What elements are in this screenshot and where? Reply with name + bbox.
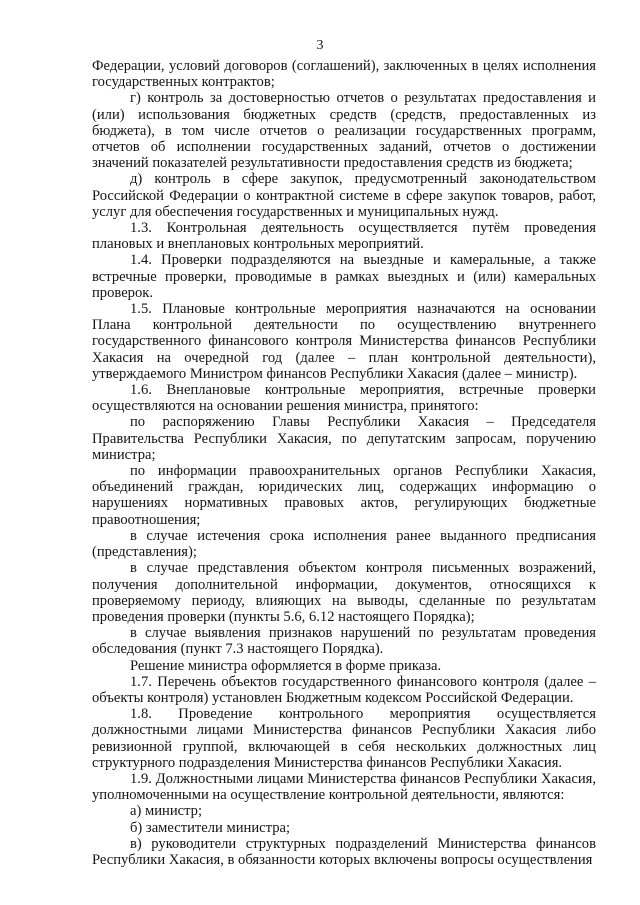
paragraph: в случае представления объектом контроля письменных возражений, получения дополнительной информации, документов, относящихся к проверяемому периоду, влияющих на выводы, сделанные по результатам проведения проверки (пункты 5.6, 6.12 настоящего Порядка); xyxy=(92,560,596,625)
paragraph: г) контроль за достоверностью отчетов о результатах предоставления и (или) использования бюджетных средств (средств, предоставленных из бюджета), в том числе отчетов о реализации государственных программ, отчетов об исполнении государственных заданий, отчетов о достижении значений показателей результативности предоставления средств из бюджета; xyxy=(92,90,596,172)
paragraph: по распоряжению Главы Республики Хакасия – Председателя Правительства Республики Хакасия, по депутатским запросам, поручению министра; xyxy=(92,414,596,463)
paragraph: 1.5. Плановые контрольные мероприятия назначаются на основании Плана контрольной деятельности по осуществлению внутреннего государственного финансового контроля Министерства финансов Республики Хакасия на очередной год (далее – план контрольной деятельности), утверждаемого Министром финансов Республики Хакасия (далее – министр). xyxy=(92,301,596,382)
paragraph: в) руководители структурных подразделений Министерства финансов Республики Хакасия, в обязанности которых включены вопросы осуществления xyxy=(92,835,596,868)
paragraph: 1.4. Проверки подразделяются на выездные и камеральные, а также встречные проверки, проводимые в рамках выездных и (или) камеральных проверок. xyxy=(92,252,596,301)
paragraph: 1.9. Должностными лицами Министерства финансов Республики Хакасия, уполномоченными на осуществление контрольной деятельности, являются: xyxy=(92,770,596,804)
paragraph: а) министр; xyxy=(130,803,203,820)
paragraph: в случае истечения срока исполнения ранее выданного предписания (представления); xyxy=(92,527,596,561)
page-number: 3 xyxy=(316,38,324,53)
paragraph: в случае выявления признаков нарушений по результатам проведения обследования (пункт 7.3 настоящего Порядка). xyxy=(92,625,596,658)
paragraph: д) контроль в сфере закупок, предусмотренный законодательством Российской Федерации о контрактной системе в сфере закупок товаров, работ, услуг для обеспечения государственных и муниципальных нужд. xyxy=(92,171,596,220)
paragraph: 1.8. Проведение контрольного мероприятия осуществляется должностными лицами Министерства финансов Республики Хакасия либо ревизионной группой, включающей в себя нескольких должностных лиц структурного подразделения Министерства финансов Республики Хакасия. xyxy=(92,706,596,771)
paragraph: 1.6. Внеплановые контрольные мероприятия, встречные проверки осуществляются на основании решения министра, принятого: xyxy=(92,382,596,415)
paragraph: по информации правоохранительных органов Республики Хакасия, объединений граждан, юридических лиц, содержащих информацию о нарушениях нормативных правовых актов, регулирующих бюджетные правоотношения; xyxy=(92,463,596,528)
paragraph: 1.7. Перечень объектов государственного финансового контроля (далее – объекты контроля) установлен Бюджетным кодексом Российской Федерации. xyxy=(92,673,596,706)
paragraph: 1.3. Контрольная деятельность осуществляется путём проведения плановых и внеплановых контрольных мероприятий. xyxy=(92,220,596,253)
paragraph: Федерации, условий договоров (соглашений), заключенных в целях исполнения государственных контрактов; xyxy=(92,58,596,91)
paragraph: б) заместители министра; xyxy=(130,819,291,836)
paragraph: Решение министра оформляется в форме приказа. xyxy=(130,657,442,674)
document-body xyxy=(92,58,596,868)
